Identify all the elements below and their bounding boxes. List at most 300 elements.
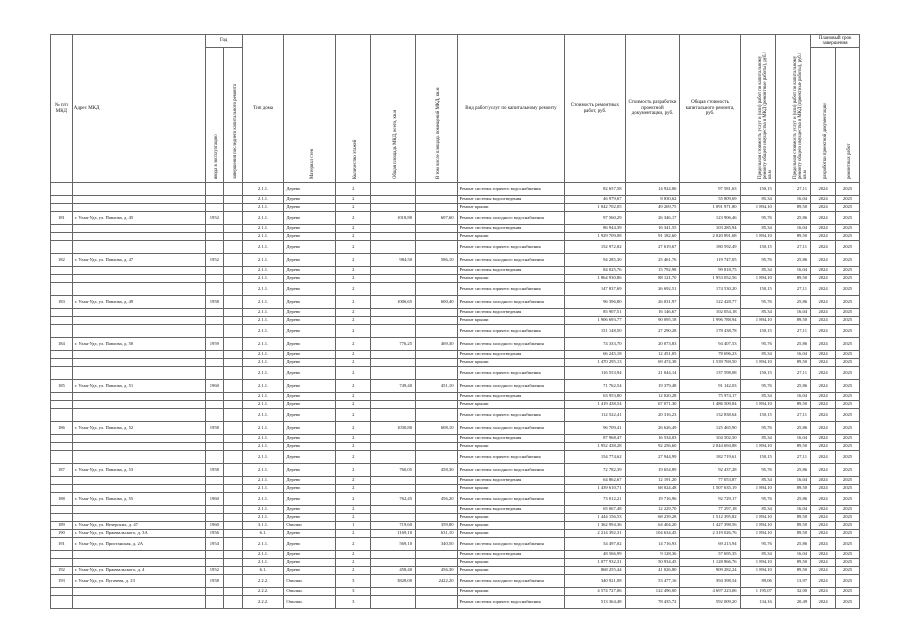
- cell-premises-area: [416, 283, 457, 296]
- cell-floors: 2: [336, 401, 371, 409]
- cell-floors: 2: [336, 380, 371, 393]
- cell-wall-material: Дерево: [284, 422, 336, 435]
- cell-repair-cost: 112 522,41: [565, 409, 625, 422]
- cell-work-type: Ремонт крыши: [457, 567, 565, 575]
- cell-plan-repair-year: 2025: [835, 485, 859, 493]
- cell-house-type: 2.1.1.: [242, 183, 283, 196]
- cell-row-number: [51, 317, 73, 325]
- header-address: Адрес МКД: [72, 35, 205, 183]
- cell-work-type: Ремонт системы водоотведения: [457, 551, 565, 559]
- cell-row-number: [51, 393, 73, 401]
- cell-wall-material: Дерево: [284, 506, 336, 514]
- cell-plan-repair-year: 2025: [835, 393, 859, 401]
- cell-work-type: Ремонт крыши: [457, 530, 565, 538]
- table-row: [51, 522, 860, 530]
- cell-total-cost: 4 697 223,06: [680, 588, 740, 596]
- cell-limit-repair: 95,76: [740, 538, 775, 551]
- cell-year-commission: [205, 183, 224, 196]
- cell-row-number: [51, 596, 73, 609]
- cell-plan-repair-year: 2025: [835, 267, 859, 275]
- cell-repair-cost: 63 953,80: [565, 393, 625, 401]
- cell-wall-material: Дерево: [284, 493, 336, 506]
- cell-plan-repair-year: 2025: [835, 551, 859, 559]
- cell-work-type: Ремонт системы холодного водоснабжения: [457, 212, 565, 225]
- table-row: [51, 267, 860, 275]
- cell-year-last-repair: [224, 212, 243, 225]
- table-row: [51, 596, 860, 609]
- cell-year-last-repair: [224, 443, 243, 451]
- cell-total-area: [371, 443, 416, 451]
- cell-year-commission: [205, 317, 224, 325]
- cell-plan-repair-year: 2025: [835, 451, 859, 464]
- cell-floors: 2: [336, 317, 371, 325]
- table-row: [51, 551, 860, 559]
- cell-repair-cost: 97 560,29: [565, 212, 625, 225]
- cell-plan-repair-year: 2025: [835, 351, 859, 359]
- cell-design-cost: 16 534,03: [625, 435, 680, 443]
- cell-address: г. Улан-Удэ, ул. Павлова, д. 50: [72, 338, 205, 351]
- cell-house-type: 2.1.1.: [242, 435, 283, 443]
- cell-wall-material: Дерево: [284, 367, 336, 380]
- cell-design-cost: 12 229,70: [625, 506, 680, 514]
- cell-row-number: [51, 443, 73, 451]
- cell-work-type: Ремонт крыши: [457, 514, 565, 522]
- cell-row-number: [51, 551, 73, 559]
- cell-address: г. Улан-Удэ, ул. Пристанская, д. 2А: [72, 538, 205, 551]
- cell-wall-material: Дерево: [284, 183, 336, 196]
- cell-year-last-repair: [224, 196, 243, 204]
- cell-total-cost: 180 592,49: [680, 241, 740, 254]
- cell-wall-material: Дерево: [284, 559, 336, 567]
- cell-premises-area: [416, 596, 457, 609]
- table-row: [51, 514, 860, 522]
- cell-premises-area: 469,30: [416, 338, 457, 351]
- cell-house-type: 2.2.2.: [242, 596, 283, 609]
- cell-design-cost: 68 024,48: [625, 485, 680, 493]
- cell-limit-design: 27,11: [775, 283, 810, 296]
- cell-year-last-repair: [224, 204, 243, 212]
- cell-work-type: Ремонт крыши: [457, 317, 565, 325]
- cell-house-type: 6.1.: [242, 530, 283, 538]
- cell-limit-repair: 1 894,10: [740, 443, 775, 451]
- cell-design-cost: 14 716,93: [625, 538, 680, 551]
- cell-work-type: Ремонт системы холодного водоснабжения: [457, 380, 565, 393]
- cell-total-area: [371, 309, 416, 317]
- cell-plan-repair-year: 2025: [835, 514, 859, 522]
- cell-address: г. Улан-Удэ, ул. Павлова, д. 51: [72, 380, 205, 393]
- table-row: [51, 530, 860, 538]
- cell-plan-repair-year: 2025: [835, 338, 859, 351]
- header-year-commission: ввода в эксплуатацию: [205, 48, 224, 183]
- cell-floors: 2: [336, 233, 371, 241]
- cell-premises-area: 451,10: [416, 380, 457, 393]
- cell-design-cost: 91 182,60: [625, 233, 680, 241]
- cell-address: г. Улан-Удэ, ул. Павлова, д. 47: [72, 254, 205, 267]
- cell-year-last-repair: [224, 309, 243, 317]
- cell-row-number: [51, 401, 73, 409]
- cell-total-cost: 97 581,63: [680, 183, 740, 196]
- cell-year-last-repair: [224, 422, 243, 435]
- cell-plan-repair-year: 2025: [835, 380, 859, 393]
- cell-row-number: [51, 267, 73, 275]
- cell-total-cost: 2 319 026,76: [680, 530, 740, 538]
- cell-year-commission: 1959: [205, 338, 224, 351]
- cell-limit-design: 16,04: [775, 225, 810, 233]
- table-header: [51, 35, 860, 183]
- cell-wall-material: Дерево: [284, 409, 336, 422]
- cell-repair-cost: 154 774,62: [565, 451, 625, 464]
- cell-row-number: [51, 233, 73, 241]
- cell-wall-material: Дерево: [284, 451, 336, 464]
- header-total-area: Общая площадь МКД, всего, кв.м: [371, 35, 416, 183]
- cell-floors: 2: [336, 393, 371, 401]
- cell-year-last-repair: [224, 493, 243, 506]
- cell-total-cost: 77 053,87: [680, 477, 740, 485]
- cell-row-number: [51, 514, 73, 522]
- cell-row-number: [51, 196, 73, 204]
- cell-total-area: [371, 451, 416, 464]
- cell-house-type: 2.1.1.: [242, 267, 283, 275]
- cell-total-area: [371, 183, 416, 196]
- table-row: [51, 443, 860, 451]
- table-row: [51, 351, 860, 359]
- cell-limit-repair: 85,34: [740, 196, 775, 204]
- cell-limit-repair: 150,15: [740, 409, 775, 422]
- header-plan-design: разработки проектной документации: [811, 48, 836, 183]
- cell-repair-cost: 151 148,50: [565, 325, 625, 338]
- cell-total-area: [371, 325, 416, 338]
- cell-floors: 2: [336, 325, 371, 338]
- cell-plan-design-year: 2024: [811, 359, 836, 367]
- cell-limit-repair: 95,76: [740, 338, 775, 351]
- table-row: [51, 233, 860, 241]
- cell-total-cost: 2 020 891,68: [680, 233, 740, 241]
- cell-limit-design: 16,04: [775, 351, 810, 359]
- cell-premises-area: [416, 435, 457, 443]
- cell-limit-design: 32,00: [775, 588, 810, 596]
- cell-house-type: 2.1.1.: [242, 409, 283, 422]
- cell-house-type: 2.1.1.: [242, 401, 283, 409]
- cell-limit-repair: 150,15: [740, 451, 775, 464]
- cell-year-commission: [205, 514, 224, 522]
- cell-premises-area: [416, 325, 457, 338]
- cell-total-area: [371, 514, 416, 522]
- cell-house-type: 2.1.1.: [242, 359, 283, 367]
- cell-wall-material: Дерево: [284, 530, 336, 538]
- cell-wall-material: Дерево: [284, 212, 336, 225]
- cell-work-type: Ремонт системы водоотведения: [457, 477, 565, 485]
- cell-plan-design-year: 2024: [811, 567, 836, 575]
- table-row: [51, 196, 860, 204]
- header-house-type: Тип дома: [242, 35, 283, 183]
- cell-address: г. Улан-Удэ, ул. Павлова, д. 49: [72, 296, 205, 309]
- cell-year-last-repair: [224, 530, 243, 538]
- cell-limit-repair: 85,34: [740, 267, 775, 275]
- cell-plan-repair-year: 2025: [835, 183, 859, 196]
- cell-floors: 2: [336, 538, 371, 551]
- cell-row-number: 186: [51, 422, 73, 435]
- header-floors: Количество этажей: [336, 35, 371, 183]
- cell-limit-repair: 85,34: [740, 506, 775, 514]
- cell-total-cost: 75 974,17: [680, 393, 740, 401]
- cell-row-number: 181: [51, 212, 73, 225]
- header-wall-material: Материал стен: [284, 35, 336, 183]
- cell-limit-design: 89,50: [775, 204, 810, 212]
- cell-premises-area: 359,80: [416, 522, 457, 530]
- cell-plan-design-year: 2024: [811, 204, 836, 212]
- cell-address: [72, 393, 205, 401]
- cell-premises-area: [416, 559, 457, 567]
- cell-floors: 2: [336, 506, 371, 514]
- cell-work-type: Ремонт крыши: [457, 359, 565, 367]
- cell-premises-area: [416, 233, 457, 241]
- cell-address: [72, 183, 205, 196]
- cell-floors: 3: [336, 596, 371, 609]
- cell-house-type: 2.1.1.: [242, 241, 283, 254]
- cell-plan-repair-year: 2025: [835, 493, 859, 506]
- header-limit-repair: Предельная стоимость услуг и (или) работ по капитальному ремонту общего имущества в МКД (ремонтные работы), руб./кв.м: [740, 35, 775, 183]
- cell-plan-design-year: 2024: [811, 393, 836, 401]
- cell-year-commission: [205, 351, 224, 359]
- cell-limit-design: 16,04: [775, 506, 810, 514]
- cell-total-area: [371, 241, 416, 254]
- cell-floors: 2: [336, 267, 371, 275]
- cell-limit-design: 16,04: [775, 309, 810, 317]
- cell-plan-repair-year: 2025: [835, 538, 859, 551]
- cell-design-cost: 69 474,38: [625, 359, 680, 367]
- cell-year-commission: [205, 241, 224, 254]
- cell-limit-repair: 85,34: [740, 551, 775, 559]
- table-row: [51, 435, 860, 443]
- cell-row-number: [51, 351, 73, 359]
- cell-year-last-repair: [224, 409, 243, 422]
- cell-total-area: 719,60: [371, 522, 416, 530]
- cell-house-type: 2.1.1.: [242, 338, 283, 351]
- cell-total-area: [371, 485, 416, 493]
- table-row: [51, 359, 860, 367]
- cell-total-area: 458,40: [371, 567, 416, 575]
- cell-address: [72, 596, 205, 609]
- cell-total-area: [371, 506, 416, 514]
- cell-design-cost: 92 256,60: [625, 443, 680, 451]
- cell-premises-area: [416, 443, 457, 451]
- table-row: [51, 380, 860, 393]
- cell-plan-design-year: 2024: [811, 596, 836, 609]
- cell-row-number: [51, 183, 73, 196]
- cell-limit-repair: 150,15: [740, 325, 775, 338]
- cell-row-number: [51, 559, 73, 567]
- cell-plan-repair-year: 2025: [835, 435, 859, 443]
- cell-floors: 2: [336, 493, 371, 506]
- header-premises-area: В том числе площадь помещений МКД, кв.м: [416, 35, 457, 183]
- cell-wall-material: Опилки.: [284, 596, 336, 609]
- cell-year-commission: [205, 359, 224, 367]
- cell-plan-repair-year: 2025: [835, 325, 859, 338]
- cell-wall-material: Дерево: [284, 359, 336, 367]
- cell-plan-repair-year: 2025: [835, 196, 859, 204]
- cell-wall-material: Дерево: [284, 254, 336, 267]
- cell-row-number: 191: [51, 538, 73, 551]
- cell-limit-repair: 150,15: [740, 183, 775, 196]
- cell-floors: 1: [336, 522, 371, 530]
- cell-total-area: 760,05: [371, 464, 416, 477]
- cell-floors: 2: [336, 351, 371, 359]
- cell-limit-repair: 1 894,10: [740, 359, 775, 367]
- cell-limit-design: 25,86: [775, 380, 810, 393]
- cell-address: г. Улан-Удэ, ул. Павлова, д. 55: [72, 493, 205, 506]
- cell-total-area: [371, 233, 416, 241]
- cell-house-type: 2.1.1.: [242, 212, 283, 225]
- cell-address: г. Улан-Удэ, ул. Пржевальского, д. 3А: [72, 530, 205, 538]
- cell-wall-material: Дерево: [284, 538, 336, 551]
- cell-total-cost: 55 809,69: [680, 196, 740, 204]
- cell-address: [72, 317, 205, 325]
- cell-repair-cost: 86 944,39: [565, 225, 625, 233]
- cell-plan-design-year: 2024: [811, 196, 836, 204]
- cell-total-area: [371, 196, 416, 204]
- cell-plan-repair-year: 2025: [835, 275, 859, 283]
- cell-house-type: 2.1.1.: [242, 393, 283, 401]
- cell-house-type: 2.1.1.: [242, 506, 283, 514]
- cell-plan-design-year: 2024: [811, 538, 836, 551]
- cell-limit-design: 13,97: [775, 575, 810, 588]
- cell-repair-cost: 96 396,80: [565, 296, 625, 309]
- cell-floors: 2: [336, 485, 371, 493]
- table-body: [51, 183, 860, 609]
- cell-year-last-repair: [224, 575, 243, 588]
- table-row: [51, 409, 860, 422]
- cell-plan-design-year: 2024: [811, 317, 836, 325]
- cell-wall-material: Дерево: [284, 233, 336, 241]
- cell-year-last-repair: [224, 596, 243, 609]
- cell-design-cost: 21 044,14: [625, 367, 680, 380]
- cell-limit-design: 25,86: [775, 538, 810, 551]
- cell-limit-design: 25,86: [775, 296, 810, 309]
- cell-house-type: 2.1.1.: [242, 317, 283, 325]
- cell-row-number: [51, 367, 73, 380]
- table-row: [51, 401, 860, 409]
- cell-work-type: Ремонт системы горячего водоснабжения: [457, 241, 565, 254]
- cell-house-type: 2.1.1.: [242, 485, 283, 493]
- cell-year-last-repair: [224, 567, 243, 575]
- cell-year-commission: 1958: [205, 296, 224, 309]
- cell-limit-repair: 1 894,10: [740, 204, 775, 212]
- cell-premises-area: [416, 401, 457, 409]
- cell-address: [72, 514, 205, 522]
- cell-house-type: 2.1.1.: [242, 559, 283, 567]
- cell-plan-design-year: 2024: [811, 338, 836, 351]
- cell-floors: 2: [336, 451, 371, 464]
- cell-limit-design: 89,50: [775, 522, 810, 530]
- cell-floors: 2: [336, 443, 371, 451]
- cell-row-number: [51, 309, 73, 317]
- cell-limit-repair: 1 894,10: [740, 485, 775, 493]
- cell-total-area: [371, 204, 416, 212]
- header-year-group: Год: [205, 35, 242, 48]
- cell-plan-design-year: 2024: [811, 309, 836, 317]
- cell-design-cost: 27 290,28: [625, 325, 680, 338]
- cell-total-area: [371, 551, 416, 559]
- cell-design-cost: 9 128,36: [625, 551, 680, 559]
- cell-repair-cost: 1 470 295,13: [565, 359, 625, 367]
- cell-floors: 2: [336, 212, 371, 225]
- cell-limit-design: 27,11: [775, 451, 810, 464]
- cell-total-cost: 104 502,50: [680, 435, 740, 443]
- cell-year-commission: 1952: [205, 212, 224, 225]
- cell-row-number: [51, 275, 73, 283]
- cell-total-cost: 132 838,64: [680, 409, 740, 422]
- cell-total-area: [371, 367, 416, 380]
- cell-plan-design-year: 2024: [811, 296, 836, 309]
- cell-house-type: 2.1.1.: [242, 351, 283, 359]
- cell-repair-cost: 64 862,67: [565, 477, 625, 485]
- cell-plan-repair-year: 2025: [835, 241, 859, 254]
- cell-floors: 2: [336, 551, 371, 559]
- cell-plan-design-year: 2024: [811, 575, 836, 588]
- cell-year-last-repair: [224, 514, 243, 522]
- cell-work-type: Ремонт крыши: [457, 233, 565, 241]
- cell-row-number: [51, 283, 73, 296]
- cell-year-last-repair: [224, 359, 243, 367]
- cell-address: г. Улан-Удэ, ул. Пржевальского, д. 4: [72, 567, 205, 575]
- cell-address: [72, 559, 205, 567]
- cell-row-number: 185: [51, 380, 73, 393]
- cell-work-type: Ремонт системы водоотведения: [457, 196, 565, 204]
- cell-repair-cost: 1 439 610,71: [565, 485, 625, 493]
- cell-repair-cost: 513 364,48: [565, 596, 625, 609]
- cell-total-cost: 1 953 052,56: [680, 275, 740, 283]
- cell-premises-area: [416, 588, 457, 596]
- table-row: [51, 296, 860, 309]
- cell-year-commission: [205, 443, 224, 451]
- cell-premises-area: [416, 485, 457, 493]
- cell-work-type: Ремонт системы водоотведения: [457, 506, 565, 514]
- cell-plan-repair-year: 2025: [835, 204, 859, 212]
- cell-total-area: [371, 588, 416, 596]
- cell-limit-repair: 85,34: [740, 309, 775, 317]
- cell-design-cost: 67 071,30: [625, 401, 680, 409]
- cell-wall-material: Дерево: [284, 225, 336, 233]
- cell-plan-repair-year: 2025: [835, 401, 859, 409]
- cell-premises-area: 608,10: [416, 422, 457, 435]
- cell-repair-cost: 4 574 727,06: [565, 588, 625, 596]
- cell-wall-material: Дерево: [284, 464, 336, 477]
- cell-total-area: [371, 393, 416, 401]
- table-row: [51, 393, 860, 401]
- cell-work-type: Ремонт системы водоотведения: [457, 225, 565, 233]
- table-row: [51, 275, 860, 283]
- cell-house-type: 2.1.1.: [242, 283, 283, 296]
- cell-work-type: Ремонт системы горячего водоснабжения: [457, 367, 565, 380]
- cell-wall-material: Дерево: [284, 275, 336, 283]
- table-row: [51, 506, 860, 514]
- cell-total-cost: 102 054,18: [680, 309, 740, 317]
- cell-plan-repair-year: 2025: [835, 464, 859, 477]
- cell-limit-design: 20,49: [775, 596, 810, 609]
- cell-wall-material: Дерево: [284, 477, 336, 485]
- table-row: [51, 225, 860, 233]
- cell-floors: 2: [336, 514, 371, 522]
- cell-house-type: 2.1.1.: [242, 275, 283, 283]
- cell-address: [72, 267, 205, 275]
- cell-work-type: Ремонт крыши: [457, 559, 565, 567]
- cell-total-cost: 2 044 694,88: [680, 443, 740, 451]
- cell-limit-repair: 1 894,10: [740, 567, 775, 575]
- cell-premises-area: [416, 393, 457, 401]
- cell-premises-area: [416, 477, 457, 485]
- cell-year-last-repair: [224, 522, 243, 530]
- cell-repair-cost: 85 907,51: [565, 309, 625, 317]
